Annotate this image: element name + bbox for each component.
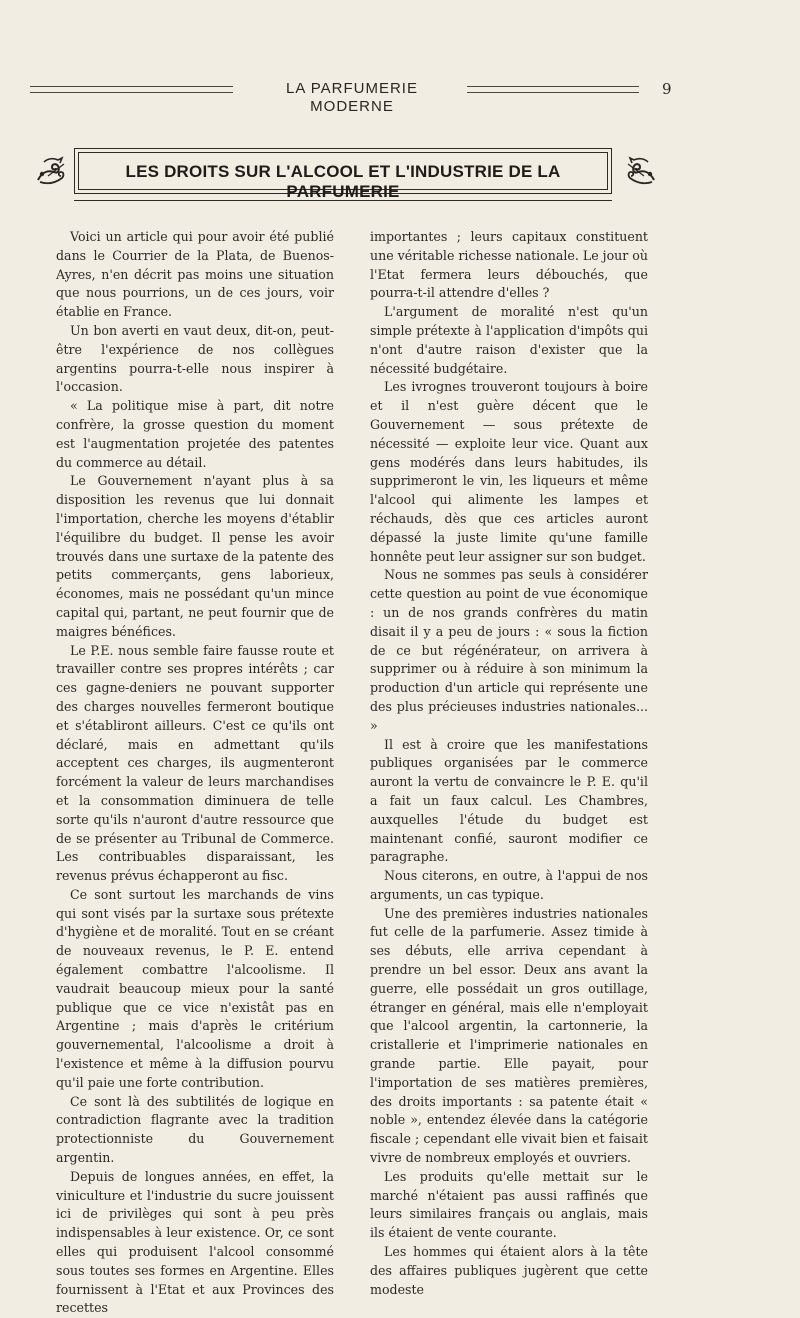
fleuron-ornament-icon-right: [624, 154, 658, 188]
running-header: [30, 80, 672, 115]
paragraph: Un bon averti en vaut deux, dit-on, peut-être l'expérience de nos collègues argentins pourra-t-elle nous inspirer à l'occasion.: [56, 322, 334, 395]
paragraph: importantes ; leurs capitaux constituent une véritable richesse nationale. Le jour où l'Etat fermera leurs débouchés, que pourra-t-il attendre d'elles ?: [370, 229, 648, 301]
paragraph: Ce sont là des subtilités de logique en contradiction flagrante avec la tradition protectionniste du Gouvernement argentin.: [56, 1093, 334, 1166]
article-column-left: [56, 228, 334, 1318]
paragraph: Le P.E. nous semble faire fausse route et travailler contre ses propres intérêts ; car ces gagne-deniers ne pouvant supporter des charges nouvelles fermeront boutique et s'établiront ailleurs. C'est ce qu'ils ont déclaré, mais en admettant qu'ils acceptent ces charges, ils augmenteront forcément la valeur de leurs marchandises et la consommation diminuera de telle sorte qu'ils n'auront d'autre ressource que de se présenter au Tribunal de Commerce. Les contribuables disparaissant, les revenus prévus échapperont au fisc.: [56, 642, 334, 884]
paragraph: Les produits qu'elle mettait sur le marché n'étaient pas aussi raffinés que leurs similaires français ou anglais, mais ils étaient de vente courante.: [370, 1168, 648, 1241]
paragraph: Il est à croire que les manifestations publiques organisées par le commerce auront la vertu de convaincre le P. E. qu'il a fait un faux calcul. Les Chambres, auxquelles l'étude du budget est maintenant confié, sauront modifier ce paragraphe.: [370, 736, 648, 865]
paragraph: L'argument de moralité n'est qu'un simple prétexte à l'application d'impôts qui n'ont d'autre raison d'exister que la nécessité budgétaire.: [370, 304, 648, 376]
paragraph: Voici un article qui pour avoir été publié dans le Courrier de la Plata, de Buenos-Ayres, n'en décrit pas moins une situation que nous pourrions, un de ces jours, voir établie en France.: [56, 229, 334, 320]
header-rule-left: [30, 86, 233, 93]
header-rule-right: [467, 86, 639, 93]
fleuron-ornament-icon: [34, 154, 68, 188]
journal-title: LA PARFUMERIE MODERNE: [286, 80, 418, 115]
paragraph: Le Gouvernement n'ayant plus à sa disposition les revenus que lui donnait l'importation, cherche les moyens d'établir l'équilibre du budget. Il pense les avoir trouvés dans une surtaxe de la patente des petits commerçants, gens laborieux, économes, mais ne possédant qu'un mince capital qui, partant, ne peut fournir que de maigres bénéfices.: [56, 473, 334, 639]
article-column-right: [370, 228, 648, 1299]
paragraph: Une des premières industries nationales fut celle de la parfumerie. Assez timide à ses débuts, elle arriva cependant à prendre un bel essor. Deux ans avant la guerre, elle possédait un gros outillage, étranger en général, mais elle n'employait que l'alcool argentin, la cartonnerie, la cristallerie et l'imprimerie nationales en grande partie. Elle payait, pour l'importation de ses matières premières, des droits importants : sa patente était « noble », entendez élevée dans la catégorie fiscale ; cependant elle vivait bien et faisait vivre de nombreux employés et ouvriers.: [370, 905, 648, 1166]
article-title-banner: [32, 148, 672, 202]
title-frame: [74, 148, 612, 201]
paragraph: Les hommes qui étaient alors à la tête des affaires publiques jugèrent que cette modeste: [370, 1244, 648, 1297]
paragraph: « La politique mise à part, dit notre confrère, la grosse question du moment est l'augmentation projetée des patentes du commerce au détail.: [56, 398, 334, 470]
paragraph: Les ivrognes trouveront toujours à boire et il n'est guère décent que le Gouvernement — sous prétexte de nécessité — exploite leur vice. Quant aux gens modérés dans leurs habitudes, ils supprimeront le vin, les liqueurs et même l'alcool qui alimente les lampes et réchauds, dès que ces articles auront dépassé la juste limite qu'une famille honnête peut leur assigner sur son budget.: [370, 379, 648, 564]
paragraph: Depuis de longues années, en effet, la viniculture et l'industrie du sucre jouissent ici de privilèges qui sont à peu près indispensables à leur existence. Or, ce sont elles qui produisent l'alcool consommé sous toutes ses formes en Argentine. Elles fournissent à l'Etat et aux Provinces des recettes: [56, 1168, 334, 1316]
page-number: 9: [662, 80, 672, 98]
article-title: LES DROITS SUR L'ALCOOL ET L'INDUSTRIE DE LA PARFUMERIE: [125, 162, 561, 201]
paragraph: Nous ne sommes pas seuls à considérer cette question au point de vue économique : un de nos grands confrères du matin disait il y a peu de jours : « sous la fiction de ce but régénérateur, on arrivera à supprimer ou à réduire à son minimum la production d'un article qui représente une des plus précieuses industries nationales... »: [370, 567, 648, 733]
paragraph: Nous citerons, en outre, à l'appui de nos arguments, un cas typique.: [370, 868, 648, 902]
paragraph: Ce sont surtout les marchands de vins qui sont visés par la surtaxe sous prétexte d'hygiène et de moralité. Tout en se créant de nouveaux revenus, le P. E. entend également combattre l'alcoolisme. Il vaudrait beaucoup mieux pour la santé publique que ce vice n'existât pas en Argentine ; mais d'après le critérium gouvernemental, l'alcoolisme a droit à l'existence et même à la diffusion pourvu qu'il paie une forte contribution.: [56, 886, 334, 1090]
